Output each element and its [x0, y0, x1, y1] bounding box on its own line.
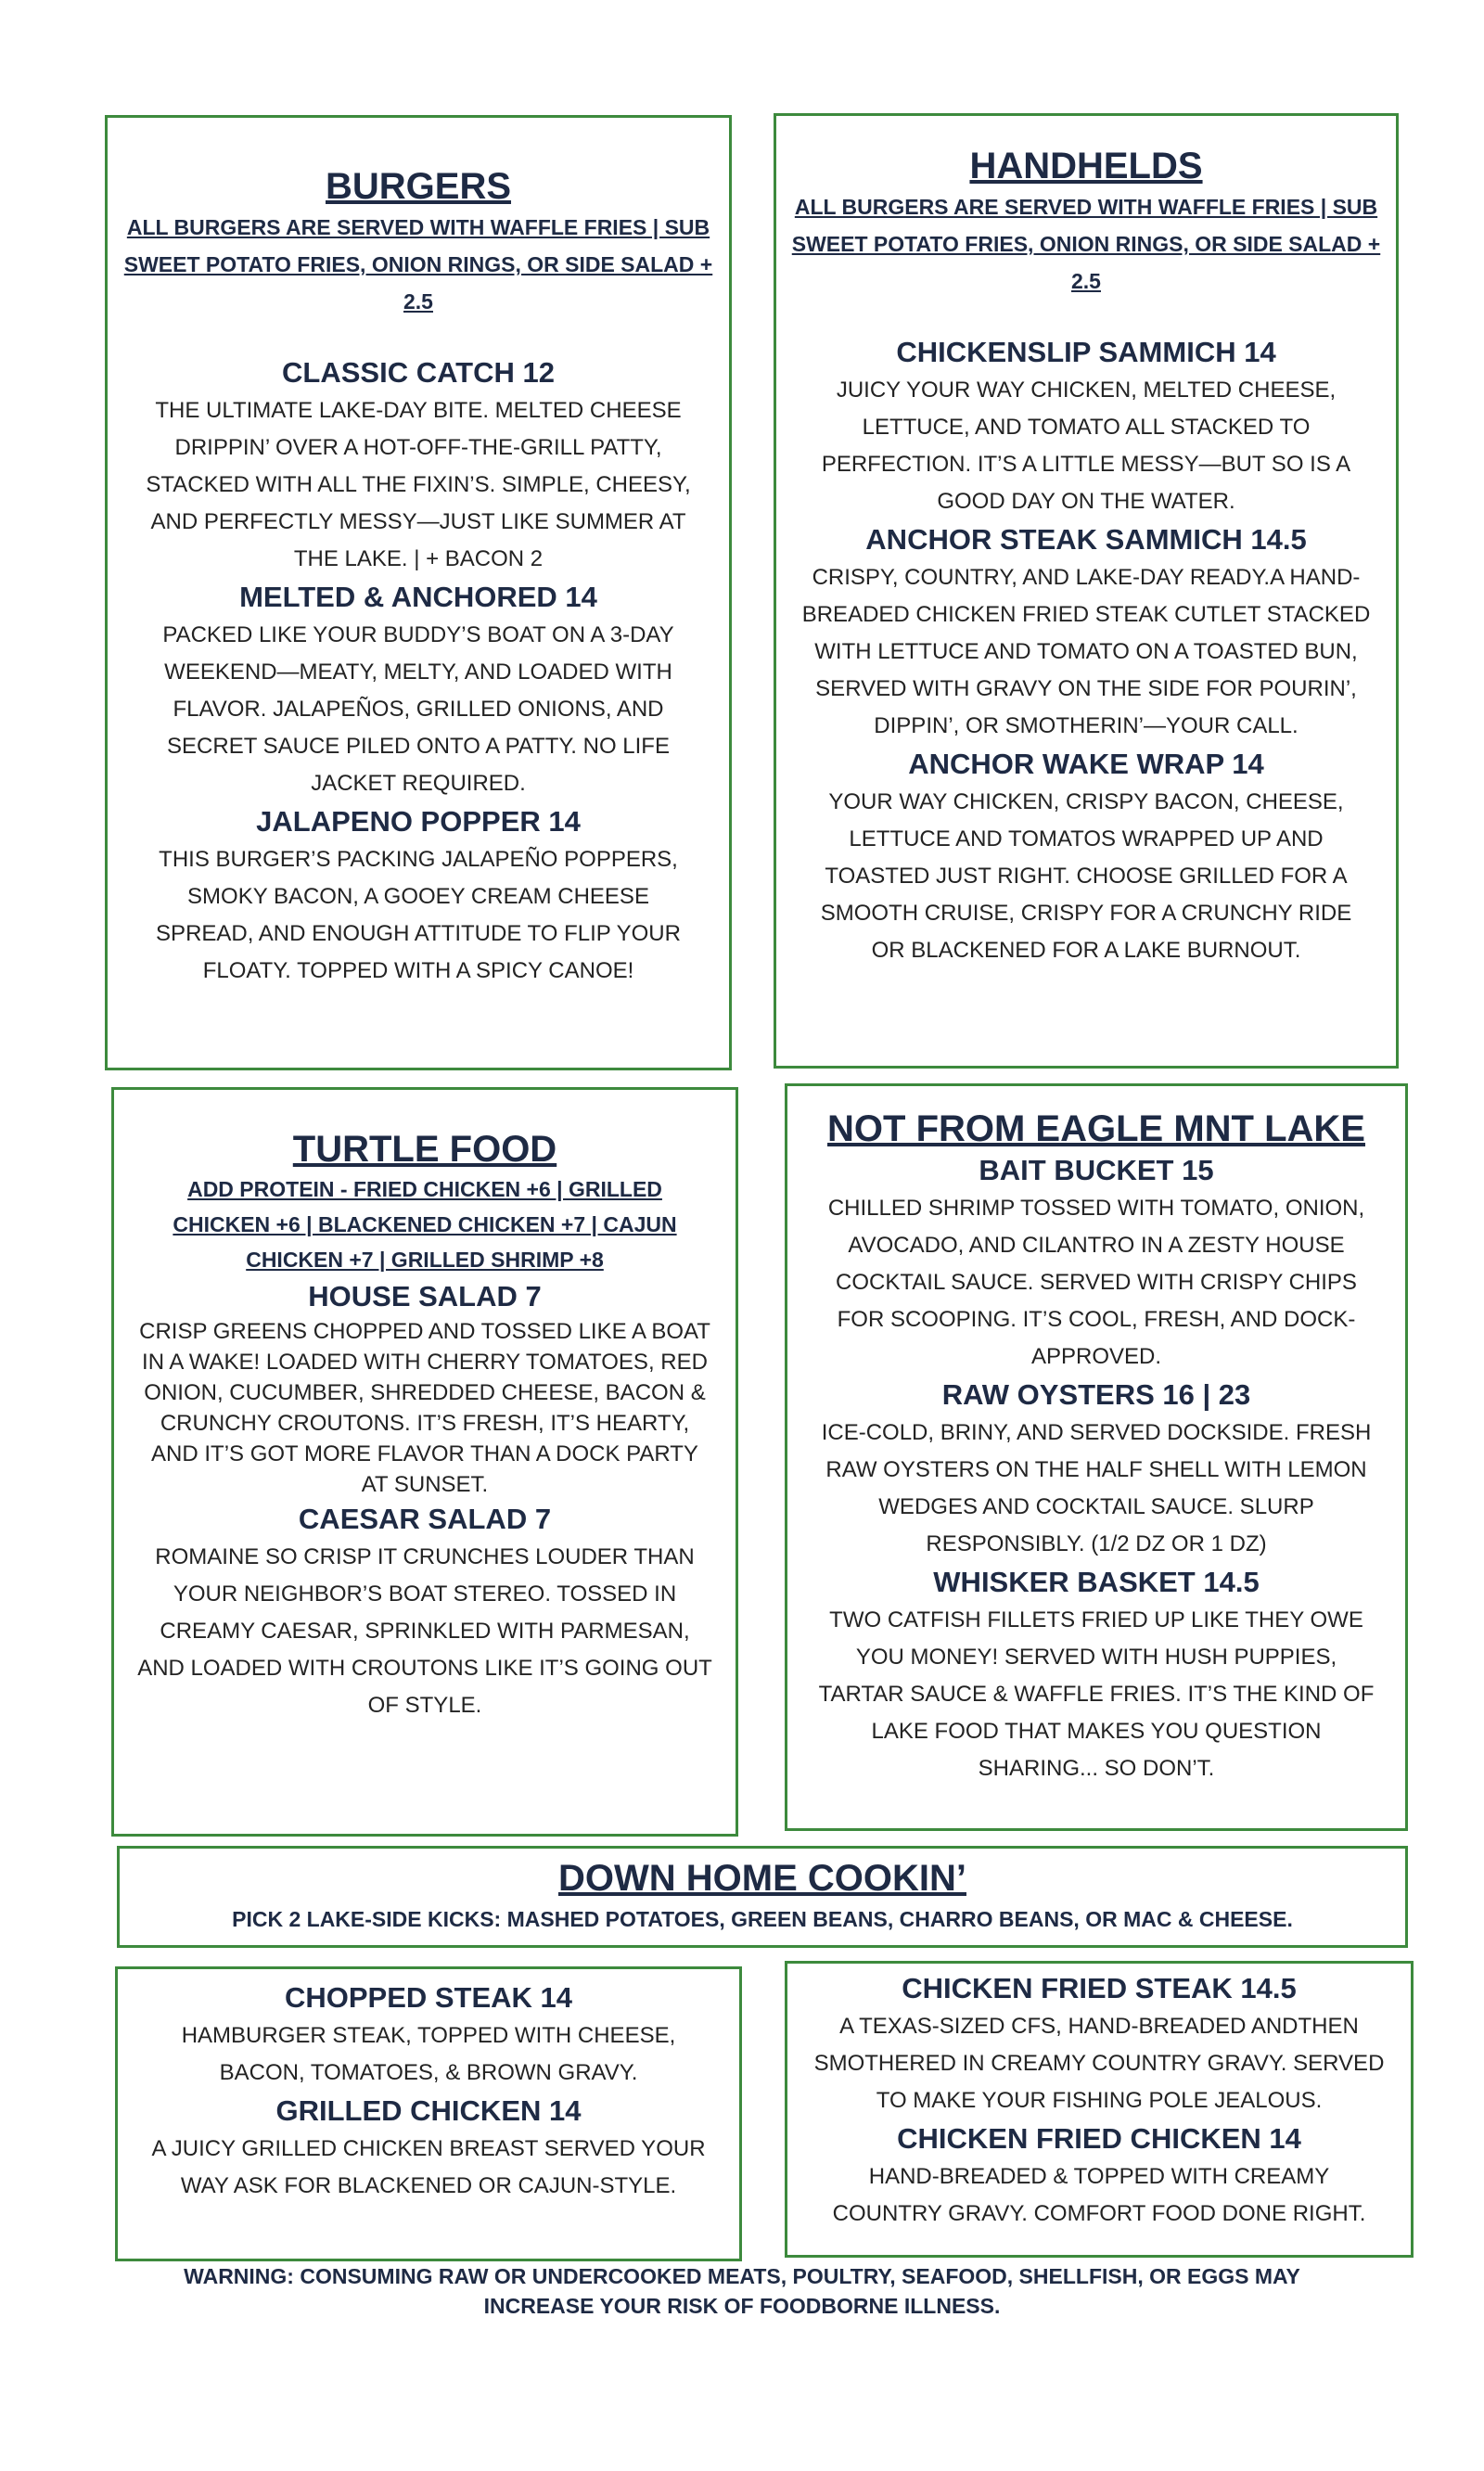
- menu-item-name: CAESAR SALAD 7: [298, 1503, 552, 1535]
- menu-item-desc: CRISP GREENS CHOPPED AND TOSSED LIKE A BOAT IN A WAKE! LOADED WITH CHERRY TOMATOES, RED ONION, CUCUMBER, SHREDDED CHEESE, BACON & CRUNCHY CROUTONS. IT’S FRESH, IT’S HEARTY, AND IT’S GOT MORE FLAVOR THAN A DOCK PARTY AT SUNSET.: [139, 1319, 710, 1497]
- menu-item-desc: THIS BURGER’S PACKING JALAPEÑO POPPERS, SMOKY BACON, A GOOEY CREAM CHEESE SPREAD, AND ENOUGH ATTITUDE TO FLIP YOUR FLOATY. TOPPED WITH A SPICY CANOE!: [156, 847, 681, 983]
- menu-item-name: BAIT BUCKET 15: [979, 1154, 1214, 1186]
- menu-item-desc: JUICY YOUR WAY CHICKEN, MELTED CHEESE, LETTUCE, AND TOMATO ALL STACKED TO PERFECTION. IT’S A LITTLE MESSY—BUT SO IS A GOOD DAY ON THE WATER.: [821, 378, 1351, 514]
- menu-item-name: WHISKER BASKET 14.5: [933, 1566, 1260, 1598]
- menu-item-desc: A TEXAS-SIZED CFS, HAND-BREADED ANDTHEN SMOTHERED IN CREAMY COUNTRY GRAVY. SERVED TO MAKE YOUR FISHING POLE JEALOUS.: [813, 2014, 1385, 2113]
- menu-item-name: CLASSIC CATCH 12: [282, 356, 555, 389]
- menu-item-desc: THE ULTIMATE LAKE-DAY BITE. MELTED CHEESE DRIPPIN’ OVER A HOT-OFF-THE-GRILL PATTY, STACKED WITH ALL THE FIXIN’S. SIMPLE, CHEESY, AND PERFECTLY MESSY—JUST LIKE SUMMER AT THE LAKE. | + BACON 2: [146, 398, 691, 571]
- turtle-food-section: [111, 1087, 738, 1837]
- menu-item-name: CHOPPED STEAK 14: [284, 1981, 573, 2014]
- down-home-banner: [117, 1846, 1408, 1948]
- handhelds-section: [774, 113, 1399, 1069]
- menu-item-desc: CHILLED SHRIMP TOSSED WITH TOMATO, ONION, AVOCADO, AND CILANTRO IN A ZESTY HOUSE COCKTAIL SAUCE. SERVED WITH CRISPY CHIPS FOR SCOOPING. IT’S COOL, FRESH, AND DOCK-APPROVED.: [827, 1196, 1365, 1369]
- burgers-section: [105, 115, 732, 1070]
- menu-item-name: JALAPENO POPPER 14: [256, 805, 581, 838]
- section-title: HANDHELDS: [969, 146, 1203, 186]
- menu-item-desc: A JUICY GRILLED CHICKEN BREAST SERVED YOUR WAY ASK FOR BLACKENED OR CAJUN-STYLE.: [151, 2136, 706, 2198]
- section-title: TURTLE FOOD: [292, 1129, 557, 1170]
- menu-item-desc: YOUR WAY CHICKEN, CRISPY BACON, CHEESE, LETTUCE AND TOMATOS WRAPPED UP AND TOASTED JUST RIGHT. CHOOSE GRILLED FOR A SMOOTH CRUISE, CRISPY FOR A CRUNCHY RIDE OR BLACKENED FOR A LAKE BURNOUT.: [820, 789, 1352, 963]
- menu-item-desc: HAMBURGER STEAK, TOPPED WITH CHEESE, BACON, TOMATOES, & BROWN GRAVY.: [181, 2023, 676, 2085]
- menu-item-name: GRILLED CHICKEN 14: [275, 2094, 582, 2127]
- menu-item-desc: PACKED LIKE YOUR BUDDY’S BOAT ON A 3-DAY WEEKEND—MEATY, MELTY, AND LOADED WITH FLAVOR. JALAPEÑOS, GRILLED ONIONS, AND SECRET SAUCE PILED ONTO A PATTY. NO LIFE JACKET REQUIRED.: [162, 622, 674, 796]
- down-home-right: [785, 1961, 1414, 2258]
- health-warning: WARNING: CONSUMING RAW OR UNDERCOOKED MEATS, POULTRY, SEAFOOD, SHELLFISH, OR EGGS MAY INCREASE YOUR RISK OF FOODBORNE ILLNESS.: [184, 2264, 1300, 2318]
- section-note: ALL BURGERS ARE SERVED WITH WAFFLE FRIES | SUB SWEET POTATO FRIES, ONION RINGS, OR SIDE SALAD + 2.5: [791, 195, 1381, 293]
- menu-item-name: ANCHOR STEAK SAMMICH 14.5: [865, 523, 1307, 556]
- section-note: PICK 2 LAKE-SIDE KICKS: MASHED POTATOES, GREEN BEANS, CHARRO BEANS, OR MAC & CHEESE.: [232, 1907, 1293, 1931]
- section-title: DOWN HOME COOKIN’: [558, 1858, 966, 1899]
- menu-item-name: CHICKEN FRIED CHICKEN 14: [897, 2122, 1301, 2155]
- menu-item-desc: HAND-BREADED & TOPPED WITH CREAMY COUNTRY GRAVY. COMFORT FOOD DONE RIGHT.: [832, 2164, 1366, 2226]
- menu-item-name: CHICKEN FRIED STEAK 14.5: [902, 1972, 1297, 2004]
- menu-item-name: ANCHOR WAKE WRAP 14: [908, 748, 1264, 780]
- menu-item-desc: CRISPY, COUNTRY, AND LAKE-DAY READY.A HAND-BREADED CHICKEN FRIED STEAK CUTLET STACKED WITH LETTUCE AND TOMATO ON A TOASTED BUN, SERVED WITH GRAVY ON THE SIDE FOR POURIN’, DIPPIN’, OR SMOTHERIN’—YOUR CALL.: [801, 565, 1371, 738]
- menu-item-name: HOUSE SALAD 7: [308, 1280, 542, 1312]
- section-note: ALL BURGERS ARE SERVED WITH WAFFLE FRIES | SUB SWEET POTATO FRIES, ONION RINGS, OR SIDE SALAD + 2.5: [123, 215, 713, 314]
- menu-item-desc: ROMAINE SO CRISP IT CRUNCHES LOUDER THAN YOUR NEIGHBOR’S BOAT STEREO. TOSSED IN CREAMY CAESAR, SPRINKLED WITH PARMESAN, AND LOADED WITH CROUTONS LIKE IT’S GOING OUT OF STYLE.: [137, 1544, 712, 1718]
- down-home-left: [115, 1966, 742, 2261]
- not-from-section: [785, 1083, 1408, 1831]
- menu-item-desc: ICE-COLD, BRINY, AND SERVED DOCKSIDE. FRESH RAW OYSTERS ON THE HALF SHELL WITH LEMON WEDGES AND COCKTAIL SAUCE. SLURP RESPONSIBLY. (1/2 DZ OR 1 DZ): [821, 1420, 1372, 1556]
- menu-item-name: CHICKENSLIP SAMMICH 14: [896, 336, 1276, 368]
- section-title: NOT FROM EAGLE MNT LAKE: [827, 1108, 1365, 1149]
- menu-item-name: RAW OYSTERS 16 | 23: [941, 1378, 1251, 1411]
- menu-item-name: MELTED & ANCHORED 14: [239, 581, 597, 613]
- section-note: ADD PROTEIN - FRIED CHICKEN +6 | GRILLED CHICKEN +6 | BLACKENED CHICKEN +7 | CAJUN CHICKEN +7 | GRILLED SHRIMP +8: [173, 1177, 677, 1272]
- section-title: BURGERS: [325, 166, 512, 207]
- menu-item-desc: TWO CATFISH FILLETS FRIED UP LIKE THEY OWE YOU MONEY! SERVED WITH HUSH PUPPIES, TARTAR SAUCE & WAFFLE FRIES. IT’S THE KIND OF LAKE FOOD THAT MAKES YOU QUESTION SHARING... SO DON’T.: [818, 1607, 1375, 1781]
